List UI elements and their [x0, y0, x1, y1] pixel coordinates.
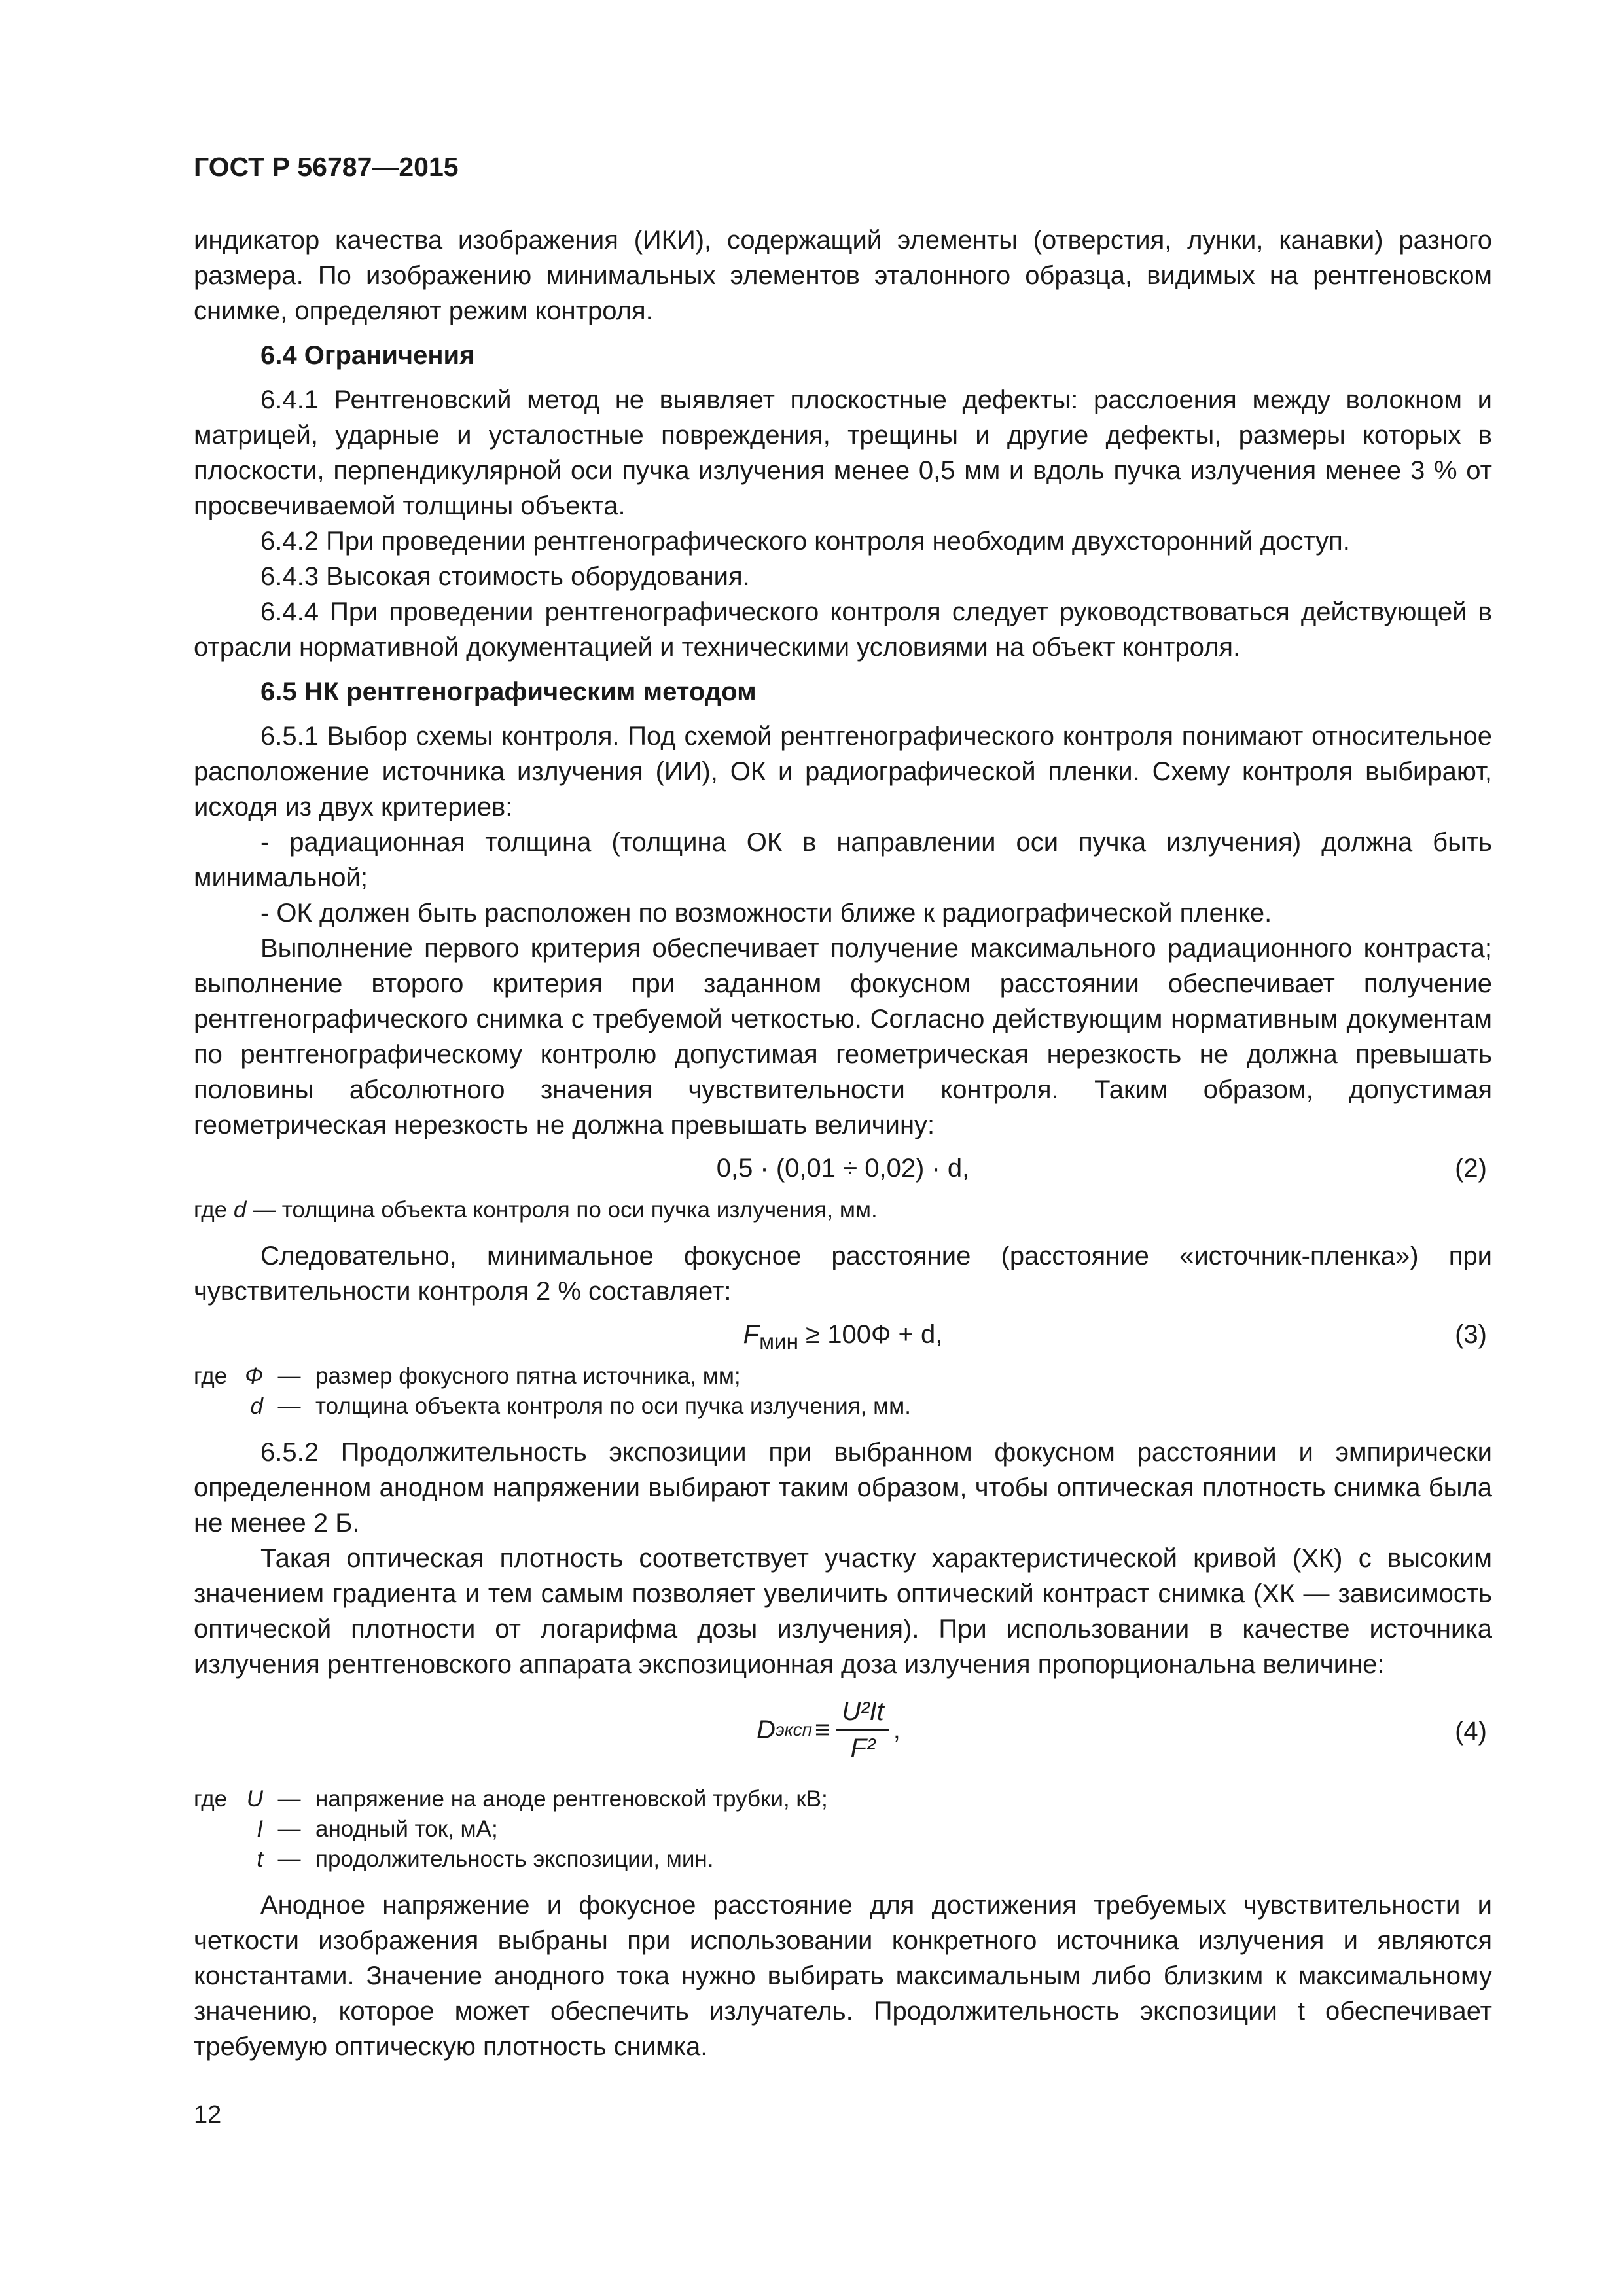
formula-4-fraction — [836, 1694, 889, 1766]
formula-2 — [194, 1145, 1492, 1191]
formula-3-legend — [194, 1361, 1492, 1422]
section-6-5-heading: 6.5 НК рентгенографическим методом — [260, 677, 757, 706]
formula-4-D: D — [757, 1715, 776, 1744]
formula-2-number: (2) — [1455, 1154, 1487, 1183]
paragraph-6-5-1: 6.5.1 Выбор схемы контроля. Под схемой рентгенографического контроля понимают относительное расположение источника излучения (ИИ), ОК и радиографической пленки. Схему контроля выбирают, исходя из двух критериев: — [194, 722, 1492, 821]
paragraph-criteria-explanation: Выполнение первого критерия обеспечивает получение максимального радиационного контраста; выполнение второго критерия при заданном фокусном расстоянии обеспечивает получение рентгенографического снимка с требуемой четкостью. Согласно действующим нормативным документам по рентгенографическому контролю допустимая геометрическая нерезкость не должна превышать половины абсолютного значения чувствительности контроля. Таким образом, допустимая геометрическая нерезкость не должна превышать величину: — [194, 934, 1492, 1139]
legend-row: t — продолжительность экспозиции, мин. — [257, 1846, 714, 1872]
formula-3-subscript: мин — [759, 1330, 799, 1354]
formula-4-denominator: F² — [850, 1734, 876, 1763]
formula-3-number: (3) — [1455, 1320, 1487, 1349]
paragraph-6-4-4: 6.4.4 При проведении рентгенографического контроля следует руководствоваться действующей в отрасли нормативной документацией и техническими условиями на объект контроля. — [194, 598, 1492, 662]
formula-3-F: F — [743, 1320, 760, 1349]
formula-4-subscript: эксп — [775, 1719, 812, 1740]
paragraph-6-4-2: 6.4.2 При проведении рентгенографического контроля необходим двухсторонний доступ. — [260, 527, 1350, 556]
formula-3 — [194, 1312, 1492, 1357]
paragraph-optical-density: Такая оптическая плотность соответствует участку характеристической кривой (ХК) с высоким значением градиента и тем самым позволяет увеличить оптический контраст снимка (ХК — зависимость оптической плотности от логарифма дозы излучения). При использовании в качестве источника излучения рентгеновского аппарата экспозиционная доза излучения пропорциональна величине: — [194, 1544, 1492, 1679]
continued-paragraph: индикатор качества изображения (ИКИ), содержащий элементы (отверстия, лунки, канавки) разного размера. По изображению минимальных элементов эталонного образца, видимых на рентгеновском снимке, определяют режим контроля. — [194, 226, 1492, 325]
body-text — [194, 223, 1492, 2064]
formula-4-numerator: U²It — [836, 1694, 889, 1731]
formula-4 — [194, 1687, 1492, 1779]
criterion-2: - ОК должен быть расположен по возможности ближе к радиографической пленке. — [260, 899, 1272, 927]
paragraph-6-4-3: 6.4.3 Высокая стоимость оборудования. — [260, 562, 750, 591]
formula-2-expression: 0,5 · (0,01 ÷ 0,02) · d, — [716, 1154, 970, 1183]
legend-text: — толщина объекта контроля по оси пучка излучения, мм. — [253, 1197, 878, 1223]
page-number: 12 — [194, 2101, 222, 2128]
document-header: ГОСТ Р 56787—2015 — [194, 152, 459, 182]
section-6-4-heading: 6.4 Ограничения — [260, 341, 475, 370]
legend-row: где Ф — размер фокусного пятна источника, мм; — [194, 1363, 741, 1389]
legend-symbol: d — [233, 1197, 247, 1223]
legend-row: I — анодный ток, мА; — [257, 1816, 498, 1842]
formula-2-legend — [194, 1195, 1492, 1225]
formula-4-tail: , — [893, 1715, 901, 1744]
formula-4-relation: ≡ — [814, 1715, 830, 1744]
paragraph-6-5-2: 6.5.2 Продолжительность экспозиции при выбранном фокусном расстоянии и эмпирически определенном анодном напряжении выбирают таким образом, чтобы оптическая плотность снимка была не менее 2 Б. — [194, 1438, 1492, 1537]
paragraph-focal-distance: Следовательно, минимальное фокусное расстояние (расстояние «источник-пленка») при чувствительности контроля 2 % составляет: — [194, 1242, 1492, 1306]
formula-4-legend — [194, 1784, 1492, 1874]
formula-4-number: (4) — [1455, 1717, 1487, 1746]
paragraph-anode-voltage: Анодное напряжение и фокусное расстояние для достижения требуемых чувствительности и четкости изображения выбраны при использовании конкретного источника излучения и являются константами. Значение анодного тока нужно выбирать максимальным либо близким к максимальному значению, которое может обеспечить излучатель. Продолжительность экспозиции t обеспечивает требуемую оптическую плотность снимка. — [194, 1891, 1492, 2061]
criterion-1: - радиационная толщина (толщина ОК в направлении оси пучка излучения) должна быть минимальной; — [194, 828, 1492, 892]
legend-prefix: где — [194, 1197, 228, 1223]
legend-row: d — толщина объекта контроля по оси пучка излучения, мм. — [250, 1393, 911, 1419]
legend-row: где U — напряжение на аноде рентгеновской трубки, кВ; — [194, 1786, 828, 1812]
paragraph-6-4-1: 6.4.1 Рентгеновский метод не выявляет плоскостные дефекты: расслоения между волокном и матрицей, ударные и усталостные повреждения, трещины и другие дефекты, размеры которых в плоскости, перпендикулярной оси пучка излучения менее 0,5 мм и вдоль пучка излучения менее 3 % от просвечиваемой толщины объекта. — [194, 386, 1492, 520]
formula-3-rest: ≥ 100Ф + d, — [806, 1320, 943, 1349]
